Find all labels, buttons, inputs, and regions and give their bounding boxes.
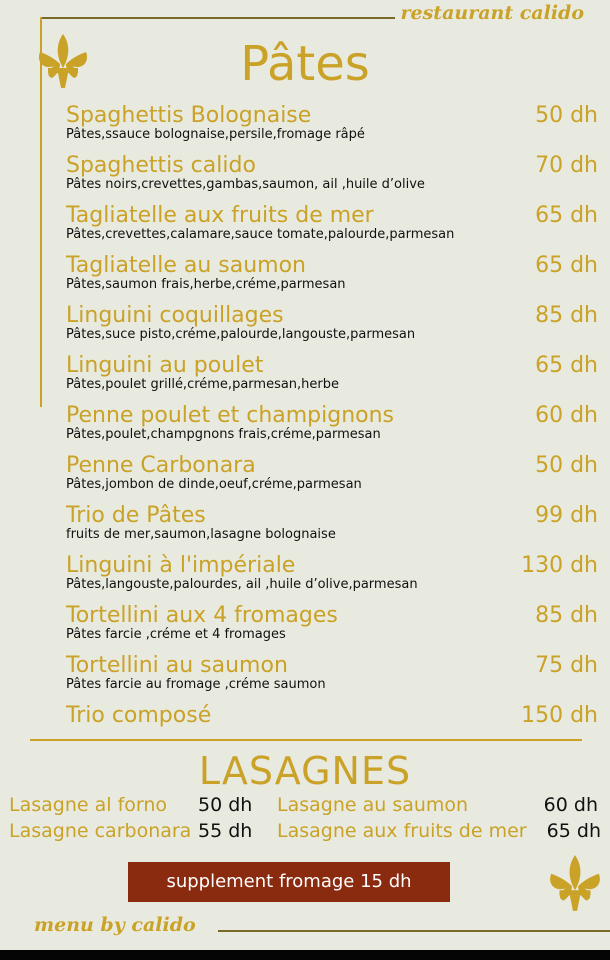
menu-item-price: 75 dh (535, 653, 598, 678)
menu-item (66, 403, 598, 453)
menu-item-name: Penne Carbonara (66, 453, 256, 478)
menu-item-name: Tortellini aux 4 fromages (66, 603, 338, 628)
menu-item-description: Pâtes,suce pisto,créme,palourde,langouste,parmesan (66, 327, 416, 342)
lasagne-item-name: Lasagne carbonara (9, 820, 192, 842)
menu-item (66, 503, 598, 553)
lasagne-item-price-cell (198, 794, 252, 816)
menu-item (66, 603, 598, 653)
lasagne-item-price: 65 dh (546, 820, 601, 842)
menu-item-description: fruits de mer,saumon,lasagne bolognaise (66, 527, 336, 542)
menu-item-name: Tagliatelle au saumon (66, 253, 307, 278)
lasagne-item-name: Lasagne au saumon (277, 794, 469, 816)
lasagne-item (277, 794, 468, 816)
lasagne-section-title: LASAGNES (198, 749, 412, 793)
menu-item-price: 99 dh (535, 503, 598, 528)
lasagne-item (9, 820, 191, 842)
menu-item-price: 85 dh (535, 303, 598, 328)
menu-item (66, 553, 598, 603)
menu-item-description: Pâtes,langouste,palourdes, ail ,huile d’olive,parmesan (66, 577, 418, 592)
menu-item-description: Pâtes farcie ,créme et 4 fromages (66, 627, 286, 642)
menu-item-price: 65 dh (535, 353, 598, 378)
menu-item-price: 70 dh (535, 153, 598, 178)
menu-item-description: Pâtes,poulet grillé,créme,parmesan,herbe (66, 377, 340, 392)
lasagne-item-price-cell (544, 794, 598, 816)
menu-item-name: Spaghettis Bolognaise (66, 103, 312, 128)
menu-item-price: 50 dh (535, 453, 598, 478)
menu-item-description: Pâtes,jombon de dinde,oeuf,créme,parmesan (66, 477, 362, 492)
menu-item-description: Pâtes farcie au fromage ,créme saumon (66, 677, 326, 692)
menu-item-name: Trio composé (66, 703, 212, 728)
menu-item-price: 150 dh (521, 703, 598, 728)
lasagne-item-name: Lasagne aux fruits de mer (277, 820, 527, 842)
menu-item (66, 303, 598, 353)
menu-item-name: Linguini coquillages (66, 303, 284, 328)
supplement-banner: supplement fromage 15 dh (128, 862, 450, 902)
menu-item-name: Trio de Pâtes (66, 503, 206, 528)
bottom-border-line (218, 930, 610, 932)
menu-item (66, 103, 598, 153)
fleur-de-lis-icon (545, 848, 605, 918)
menu-item-name: Linguini à l'impériale (66, 553, 296, 578)
menu-item (66, 703, 598, 753)
menu-item-description: Pâtes,crevettes,calamare,sauce tomate,palourde,parmesan (66, 227, 455, 242)
menu-item-name: Tagliatelle aux fruits de mer (66, 203, 374, 228)
menu-signature: menu by calido (34, 914, 196, 936)
menu-item-price: 130 dh (521, 553, 598, 578)
menu-item-name: Tortellini au saumon (66, 653, 288, 678)
menu-item-price: 50 dh (535, 103, 598, 128)
bottom-edge-bar (0, 950, 610, 960)
menu-item (66, 353, 598, 403)
top-border-line (40, 17, 395, 19)
menu-item-price: 60 dh (535, 403, 598, 428)
lasagne-item (9, 794, 167, 816)
lasagne-item (277, 820, 527, 842)
menu-item-price: 65 dh (535, 203, 598, 228)
lasagne-item-name: Lasagne al forno (9, 794, 168, 816)
menu-item-description: Pâtes,saumon frais,herbe,créme,parmesan (66, 277, 346, 292)
menu-item (66, 453, 598, 503)
menu-item-price: 85 dh (535, 603, 598, 628)
restaurant-brand: restaurant calido (400, 2, 584, 24)
page-title: Pâtes (240, 36, 370, 92)
menu-item (66, 653, 598, 703)
menu-item (66, 253, 598, 303)
menu-item-description: Pâtes noirs,crevettes,gambas,saumon, ail ,huile d’olive (66, 177, 425, 192)
menu-item-description: Pâtes,ssauce bolognaise,persile,fromage râpé (66, 127, 365, 142)
lasagne-item-price: 60 dh (543, 794, 598, 816)
menu-item-description: Pâtes,poulet,champgnons frais,créme,parmesan (66, 427, 381, 442)
pasta-menu-list (66, 103, 598, 753)
menu-item-name: Penne poulet et champignons (66, 403, 395, 428)
lasagne-item-price: 55 dh (198, 820, 253, 842)
section-divider (30, 739, 582, 741)
menu-item-price: 65 dh (535, 253, 598, 278)
lasagne-item-price-cell (547, 820, 601, 842)
menu-item-name: Spaghettis calido (66, 153, 256, 178)
menu-item (66, 153, 598, 203)
lasagne-item-price: 50 dh (198, 794, 253, 816)
menu-item (66, 203, 598, 253)
menu-item-name: Linguini au poulet (66, 353, 264, 378)
lasagne-item-price-cell (198, 820, 252, 842)
